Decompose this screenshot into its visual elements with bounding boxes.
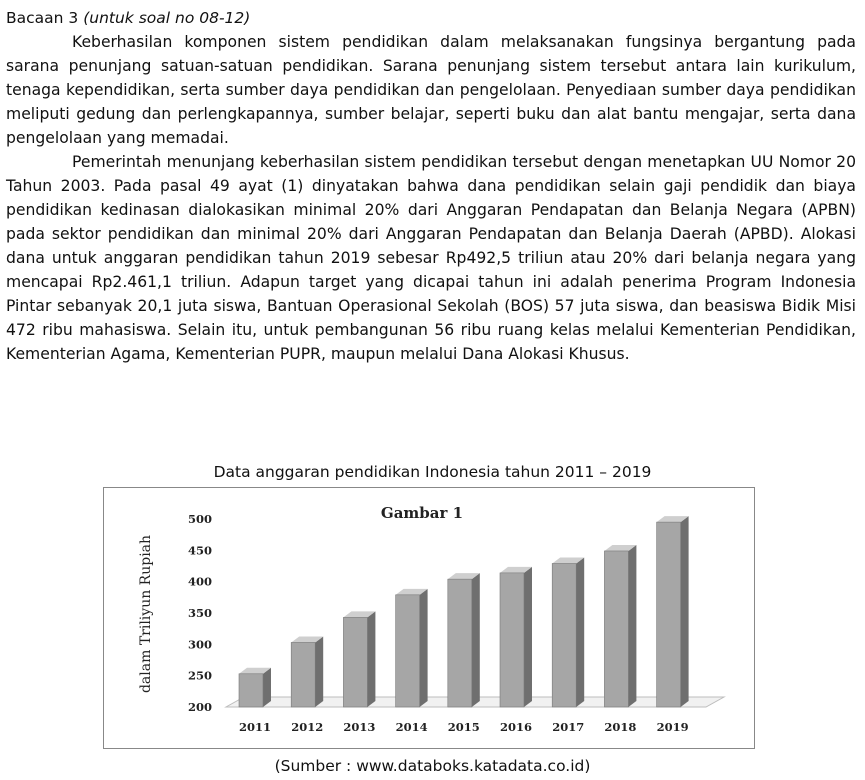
y-tick-label: 350 (187, 606, 212, 620)
x-tick-label: 2016 (499, 720, 533, 734)
bar-side (524, 567, 532, 707)
figure-caption: Data anggaran pendidikan Indonesia tahun 2011 – 2019 (213, 463, 652, 481)
budget-chart-svg (104, 488, 754, 748)
bar-2012 (291, 642, 315, 707)
reading-passage (6, 6, 856, 366)
x-tick-label: 2012 (291, 720, 324, 734)
y-axis-label: dalam Triliyun Rupiah (138, 534, 154, 694)
x-tick-label: 2013 (343, 720, 376, 734)
bar-side (628, 545, 636, 707)
x-tick-label: 2015 (447, 720, 480, 734)
bar-side (420, 589, 428, 707)
figure-source: (Sumber : www.databoks.katadata.co.id) (274, 757, 591, 775)
bar-side (576, 557, 584, 707)
bar-2018 (604, 551, 628, 707)
budget-chart (103, 487, 755, 749)
bar-side (263, 668, 271, 707)
bar-2011 (239, 674, 263, 707)
passage-scope-note: (untuk soal no 08-12) (83, 9, 251, 27)
bar-side (367, 611, 375, 707)
bar-side (315, 636, 323, 707)
bar-2016 (500, 573, 524, 707)
y-tick-label: 450 (187, 543, 212, 558)
bar-2017 (552, 563, 576, 707)
passage-number: Bacaan 3 (6, 9, 79, 27)
x-tick-label: 2014 (395, 720, 428, 734)
x-tick-label: 2018 (604, 720, 637, 734)
y-tick-label: 300 (187, 637, 212, 652)
x-tick-label: 2011 (238, 720, 272, 734)
bar-side (472, 573, 480, 707)
chart-title: Gambar 1 (380, 504, 464, 522)
y-tick-label: 400 (187, 574, 212, 589)
bar-2015 (448, 579, 472, 707)
bar-side (681, 516, 689, 707)
y-tick-label: 250 (187, 668, 212, 683)
bar-2013 (343, 617, 367, 707)
paragraph-2: Pemerintah menunjang keberhasilan sistem pendidikan tersebut dengan menetapkan UU Nomor 20 Tahun 2003. Pada pasal 49 ayat (1) dinyatakan bahwa dana pendidikan selain gaji pendidik dan biaya pendidikan kedinasan dialokasikan minimal 20% dari Anggaran Pendapatan dan Belanja Negara (APBN) pada sektor pendidikan dan minimal 20% dari Anggaran Pendapatan dan Belanja Daerah (APBD). Alokasi dana untuk anggaran pendidikan tahun 2019 sebesar Rp492,5 triliun atau 20% dari belanja negara yang mencapai Rp2.461,1 triliun. Adapun target yang dicapai tahun ini adalah penerima Program Indonesia Pintar sebanyak 20,1 juta siswa, Bantuan Operasional Sekolah (BOS) 57 juta siswa, dan beasiswa Bidik Misi 472 ribu mahasiswa. Selain itu, untuk pembangunan 56 ribu ruang kelas melalui Kementerian Pendidikan, Kementerian Agama, Kementerian PUPR, maupun melalui Dana Alokasi Khusus. (6, 153, 856, 363)
y-tick-label: 200 (187, 700, 212, 714)
x-tick-label: 2019 (656, 720, 689, 734)
bar-2019 (657, 522, 681, 707)
x-tick-label: 2017 (552, 720, 585, 734)
y-tick-label: 500 (187, 512, 212, 526)
paragraph-1: Keberhasilan komponen sistem pendidikan dalam melaksanakan fungsinya bergantung pada sarana penunjang satuan-satuan pendidikan. Sarana penunjang sistem tersebut antara lain kurikulum, tenaga kependidikan, serta sumber daya pendidikan dan pengelolaan. Penyediaan sumber daya pendidikan meliputi gedung dan perlengkapannya, sumber belajar, seperti buku dan alat bantu mengajar, serta dana pengelolaan yang memadai. (6, 33, 856, 147)
bar-2014 (396, 595, 420, 707)
passage-heading (6, 6, 856, 30)
